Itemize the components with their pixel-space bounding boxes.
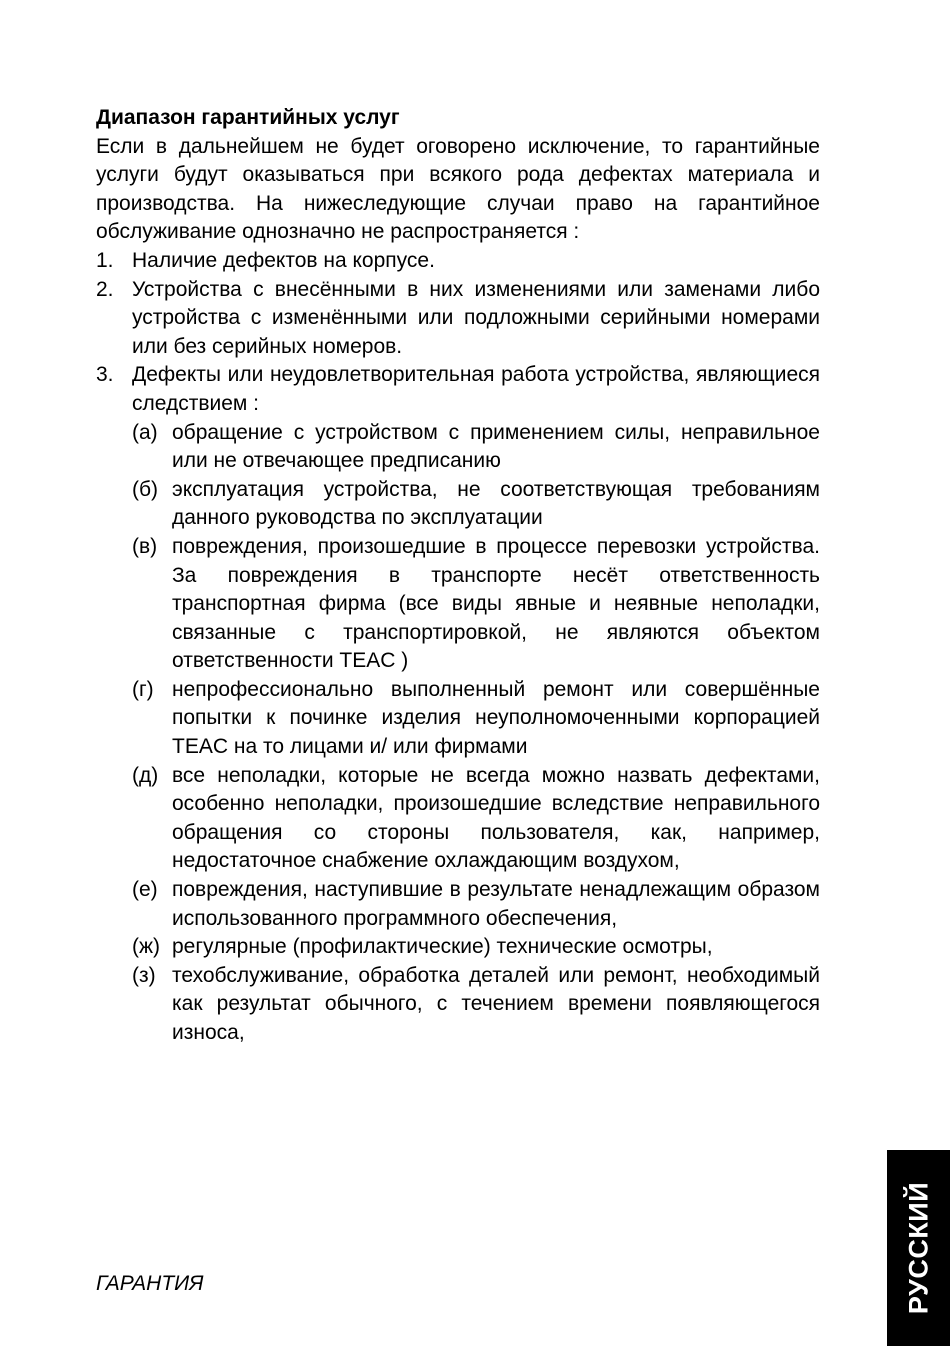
list-item (96, 276, 820, 362)
sub-item-text: регулярные (профилактические) технические осмотры, (172, 935, 713, 959)
list-item-text: Устройства с внесёнными в них изменениями или заменами либо устройства с изменёнными или подложными серийными номерами или без серийных номеров. (132, 277, 820, 358)
sub-list-item (132, 933, 820, 962)
list-item (96, 247, 820, 276)
sub-item-text: все неполадки, которые не всегда можно назвать дефектами, особенно неполадки, произошедшие вследствие неправильного обращения со стороны пользователя, как, например, недостаточное снабжение охлаждающим воздухом, (172, 763, 820, 873)
sub-item-letter: (а) (132, 420, 158, 444)
list-item-text: Наличие дефектов на корпусе. (132, 248, 435, 272)
sub-list-item (132, 876, 820, 933)
list-item-number: 3. (96, 363, 114, 387)
sub-list-item (132, 419, 820, 476)
sub-item-letter: (б) (132, 477, 159, 501)
sub-list-item (132, 476, 820, 533)
sub-item-text: техобслуживание, обработка деталей или ремонт, необходимый как результат обычного, с течением времени появляющегося износа, (172, 963, 820, 1044)
sub-list-item (132, 962, 820, 1048)
sub-item-text: эксплуатация устройства, не соответствующая требованиям данного руководства по эксплуатации (172, 477, 820, 530)
list-item-number: 1. (96, 248, 114, 272)
language-tab (887, 1150, 950, 1346)
section-heading: Диапазон гарантийных услуг (96, 106, 400, 129)
exclusion-list (96, 247, 820, 1048)
sub-item-text: непрофессионально выполненный ремонт или совершённые попытки к починке изделия неуполномоченными корпорацией TEAC на то лицами и/ или фирмами (172, 677, 820, 759)
sub-item-letter: (д) (132, 763, 159, 787)
sub-item-letter: (г) (132, 677, 154, 701)
list-item-number: 2. (96, 277, 114, 301)
sub-list-item (132, 676, 820, 762)
page-footer-title: ГАРАНТИЯ (96, 1272, 204, 1295)
list-item-text: Дефекты или неудовлетворительная работа устройства, являющиеся следствием : (132, 363, 820, 415)
intro-paragraph: Если в дальнейшем не будет оговорено исключение, то гарантийные услуги будут оказываться при всякого рода дефектах материала и производства. На нижеследующие случаи право на гарантийное обслуживание однозначно не распространяется : (96, 134, 820, 244)
sub-item-letter: (е) (132, 878, 158, 902)
sub-list-item (132, 533, 820, 676)
sub-item-letter: (в) (132, 534, 158, 558)
sub-item-text: повреждения, произошедшие в процессе перевозки устройства. За повреждения в транспорте несёт ответственность транспортная фирма (все виды явные и неявные неполадки, связанные с транспортировкой, не являются объектом ответственности TEAC ) (172, 534, 820, 673)
document-body (96, 104, 820, 1048)
sub-item-text: обращение с устройством с применением силы, неправильное или не отвечающее предписанию (172, 420, 820, 473)
language-tab-label: РУССКИЙ (903, 1181, 933, 1315)
sub-item-text: повреждения, наступившие в результате ненадлежащим образом использованного программного обеспечения, (172, 878, 820, 930)
sub-item-letter: (ж) (132, 935, 161, 959)
sub-list-item (132, 762, 820, 876)
sub-item-letter: (з) (132, 963, 156, 987)
list-item (96, 361, 820, 418)
